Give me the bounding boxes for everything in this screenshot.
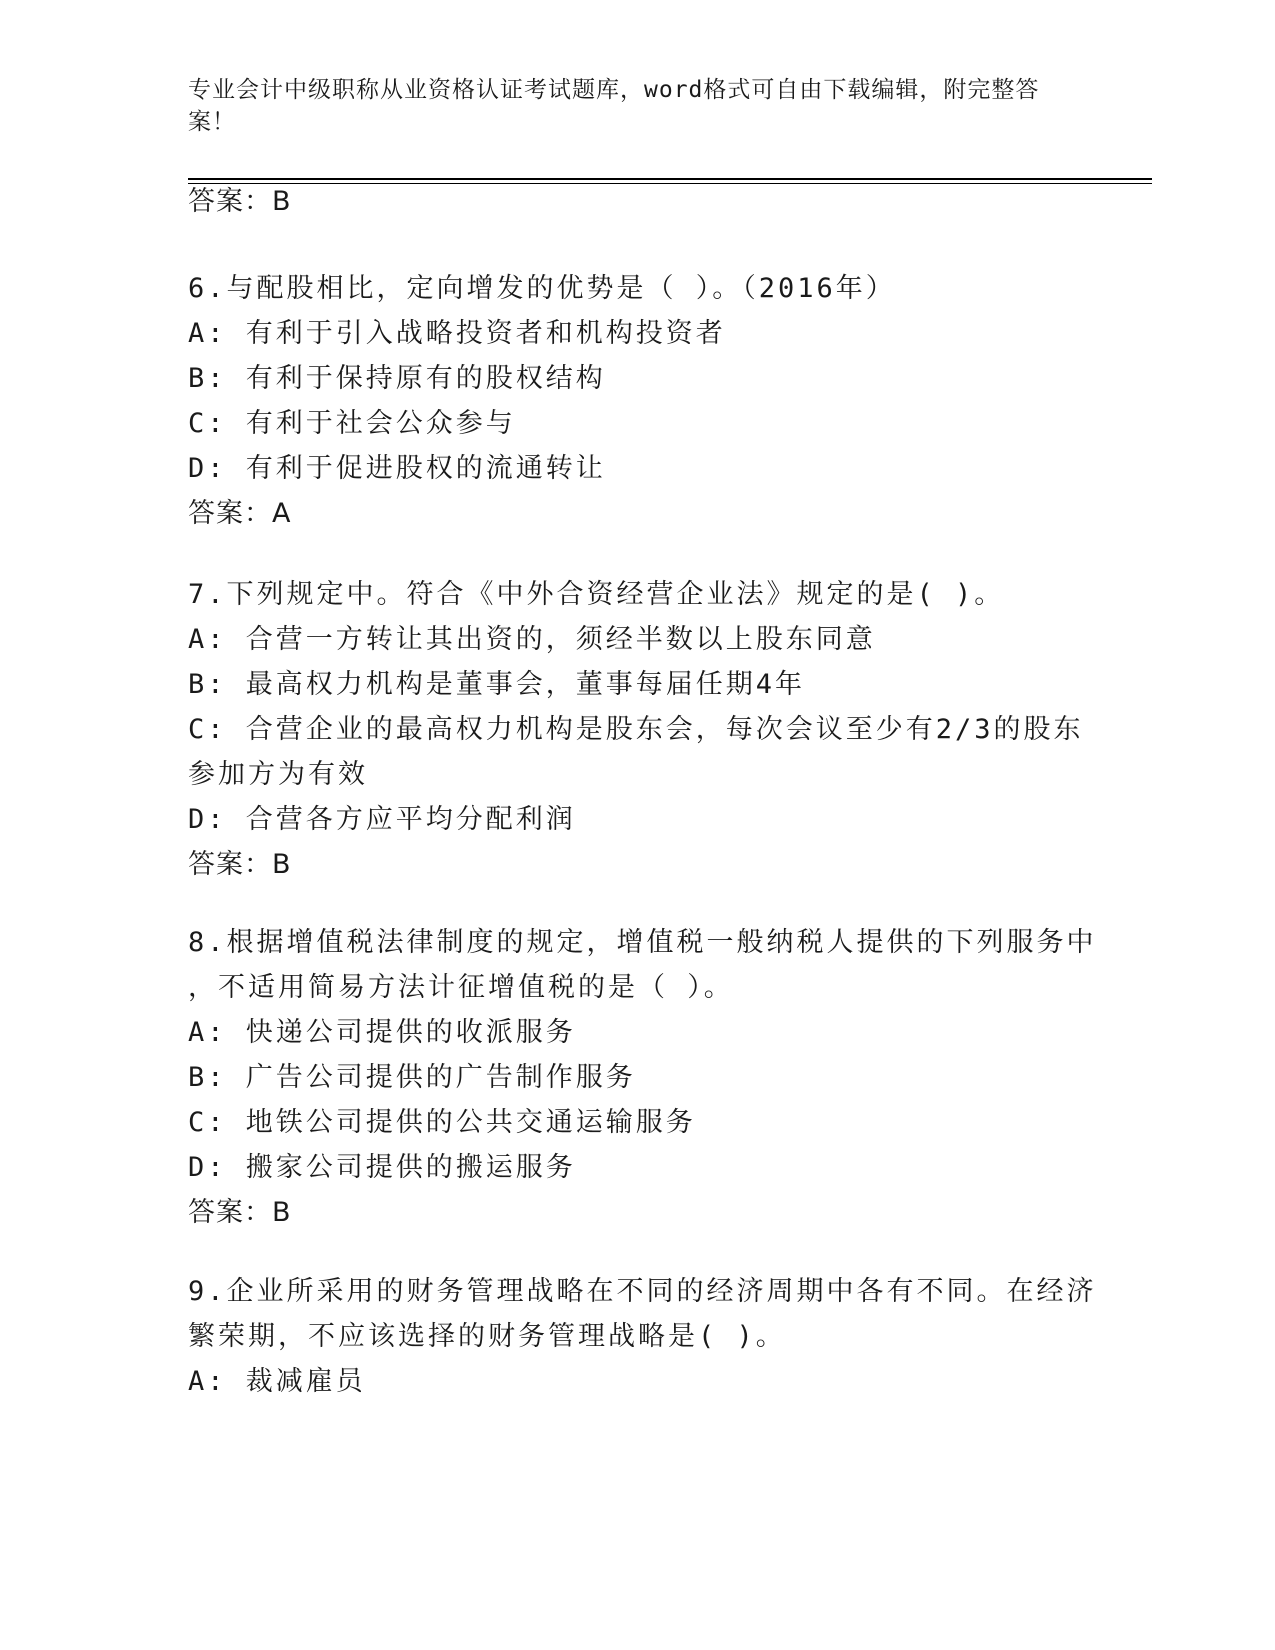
header-text-line1: 专业会计中级职称从业资格认证考试题库，word格式可自由下载编辑，附完整答 [188, 77, 1040, 103]
question-9 [188, 1269, 1097, 1404]
option-a: A: 裁减雇员 [188, 1366, 366, 1397]
answer-label: 答案：A [188, 498, 292, 529]
answer-label: 答案：B [188, 849, 292, 880]
question-stem-line2: 繁荣期，不应该选择的财务管理战略是( )。 [188, 1321, 786, 1352]
question-stem-line2: ，不适用简易方法计征增值税的是（ ）。 [188, 972, 734, 1003]
option-a: A: 快递公司提供的收派服务 [188, 1017, 576, 1048]
option-b: B: 最高权力机构是董事会，董事每届任期4年 [188, 669, 806, 700]
option-c: C: 地铁公司提供的公共交通运输服务 [188, 1107, 696, 1138]
question-8 [188, 920, 1097, 1235]
answer-label: 答案：B [188, 186, 292, 217]
option-c: C: 有利于社会公众参与 [188, 408, 516, 439]
option-d: D: 合营各方应平均分配利润 [188, 804, 576, 835]
question-stem-line1: 9.企业所采用的财务管理战略在不同的经济周期中各有不同。在经济 [188, 1276, 1097, 1307]
question-stem: 7.下列规定中。符合《中外合资经营企业法》规定的是( )。 [188, 579, 1005, 610]
answer-label: 答案：B [188, 1197, 292, 1228]
page-header [188, 74, 1068, 138]
option-a: A: 有利于引入战略投资者和机构投资者 [188, 318, 726, 349]
option-d: D: 有利于促进股权的流通转让 [188, 453, 606, 484]
option-b: B: 广告公司提供的广告制作服务 [188, 1062, 636, 1093]
option-a: A: 合营一方转让其出资的，须经半数以上股东同意 [188, 624, 876, 655]
option-c-continued: 参加方为有效 [188, 759, 368, 790]
option-d: D: 搬家公司提供的搬运服务 [188, 1152, 576, 1183]
option-c: C: 合营企业的最高权力机构是股东会，每次会议至少有2/3的股东 [188, 714, 1084, 745]
option-b: B: 有利于保持原有的股权结构 [188, 363, 606, 394]
question-6 [188, 266, 1088, 536]
question-7 [188, 572, 1088, 887]
question-stem-line1: 8.根据增值税法律制度的规定，增值税一般纳税人提供的下列服务中 [188, 927, 1097, 958]
header-text-line2: 案！ [188, 109, 236, 135]
answer-q5 [188, 179, 1088, 224]
question-stem: 6.与配股相比，定向增发的优势是（ ）。（2016年） [188, 273, 896, 304]
